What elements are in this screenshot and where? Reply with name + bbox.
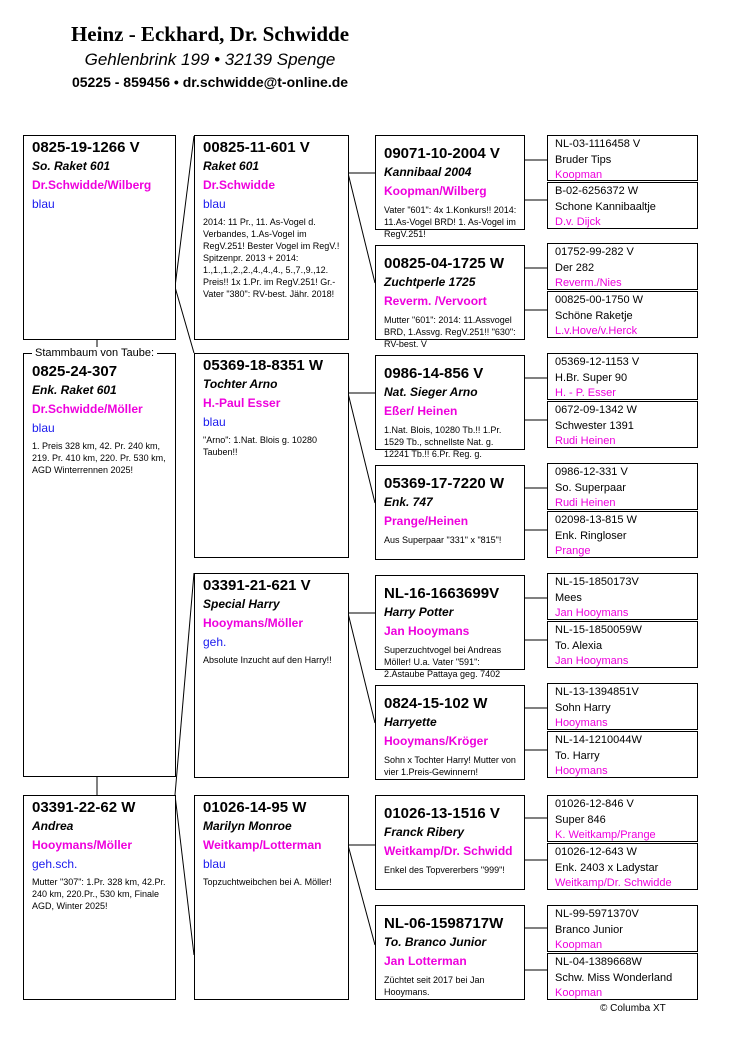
great-grandparent-card: [375, 685, 525, 780]
pigeon-name: Enk. Ringloser: [555, 530, 627, 542]
notes: "Arno": 1.Nat. Blois g. 10280 Tauben!!: [203, 435, 317, 457]
pigeon-name: Bruder Tips: [555, 154, 612, 166]
pigeon-name: Tochter Arno: [203, 377, 278, 391]
breeder: Prange: [555, 545, 591, 557]
ancestor-card: [547, 795, 698, 842]
notes: Mutter "601": 2014: 11.Assvogel BRD, 1.Assvg. RegV.251!! "630": RV-best. V: [384, 315, 516, 349]
ring-number: NL-15-1850173V: [555, 576, 639, 588]
breeder: Rudi Heinen: [555, 497, 616, 509]
ring-number: 00825-04-1725 W: [384, 255, 505, 272]
notes: Topzuchtweibchen bei A. Möller!: [203, 877, 332, 887]
breeder: Eßer/ Heinen: [384, 404, 458, 418]
pigeon-name: Mees: [555, 592, 582, 604]
sire-card: [23, 135, 176, 340]
breeder: Hooymans/Möller: [203, 616, 304, 630]
owner-address: Gehlenbrink 199 • 32139 Spenge: [84, 50, 336, 69]
ring-number: B-02-6256372 W: [555, 185, 639, 197]
ancestor-card: [547, 953, 698, 1000]
ring-number: NL-04-1389668W: [555, 956, 642, 968]
notes: Superzuchtvogel bei Andreas Möller! U.a. Vater "591": 2.Astaube Pattaya geg. 7402: [384, 645, 502, 679]
pigeon-name: Special Harry: [203, 597, 280, 611]
ancestor-card: [547, 182, 698, 229]
pedigree-legend: Stammbaum von Taube:: [32, 347, 157, 359]
ring-number: NL-06-1598717W: [384, 915, 504, 932]
notes: Mutter "307": 1.Pr. 328 km, 42.Pr. 240 km, 220.Pr., 530 km, Finale AGD, Winter 2025!: [32, 877, 166, 911]
ring-number: 02098-13-815 W: [555, 514, 637, 526]
great-grandparent-card: [375, 795, 525, 890]
ring-number: 0986-12-331 V: [555, 466, 628, 478]
pigeon-name: Harry Potter: [384, 605, 454, 619]
color: geh.sch.: [32, 857, 78, 871]
pigeon-name: Super 846: [555, 814, 606, 826]
pigeon-name: Raket 601: [203, 159, 260, 173]
pigeon-name: Schöne Raketje: [555, 310, 633, 322]
breeder: Weitkamp/Lotterman: [203, 838, 322, 852]
breeder: Prange/Heinen: [384, 514, 469, 528]
pigeon-name: Zuchtperle 1725: [384, 275, 476, 289]
breeder: Koopman: [555, 987, 603, 999]
breeder: Hooymans: [555, 717, 608, 729]
color: blau: [203, 857, 226, 871]
ring-number: 0986-14-856 V: [384, 365, 484, 382]
ring-number: 00825-11-601 V: [203, 139, 310, 156]
ring-number: 0672-09-1342 W: [555, 404, 637, 416]
pigeon-name: Schone Kannibaaltje: [555, 201, 656, 213]
ring-number: NL-03-1116458 V: [555, 138, 641, 150]
pigeon-name: Nat. Sieger Arno: [384, 385, 478, 399]
pigeon-name: So. Superpaar: [555, 482, 626, 494]
breeder: Jan Hooymans: [555, 655, 629, 667]
notes: 1. Preis 328 km, 42. Pr. 240 km, 219. Pr. 410 km, 220. Pr. 530 km, AGD Winterrennen 2025!: [32, 441, 166, 475]
ring-number: 01026-14-95 W: [203, 799, 307, 816]
ring-number: NL-99-5971370V: [555, 908, 639, 920]
color: geh.: [203, 635, 227, 649]
ring-number: 03391-22-62 W: [32, 799, 136, 816]
breeder: L.v.Hove/v.Herck: [555, 325, 638, 337]
breeder: Dr.Schwidde/Möller: [32, 402, 143, 416]
pigeon-name: Andrea: [32, 819, 74, 833]
ring-number: 03391-21-621 V: [203, 577, 311, 594]
ring-number: NL-16-1663699V: [384, 585, 500, 602]
color: blau: [203, 415, 226, 429]
pigeon-name: Schwester 1391: [555, 420, 634, 432]
ring-number: 01026-12-643 W: [555, 846, 637, 858]
pigeon-name: So. Raket 601: [32, 159, 111, 173]
ring-number: 09071-10-2004 V: [384, 145, 500, 162]
color: blau: [32, 421, 55, 435]
notes: Züchtet seit 2017 bei Jan Hooymans.: [384, 975, 485, 997]
breeder: Hooymans: [555, 765, 608, 777]
pigeon-name: To. Branco Junior: [384, 935, 487, 949]
breeder: Dr.Schwidde: [203, 178, 276, 192]
breeder: Weitkamp/Dr. Schwidde: [555, 877, 672, 889]
notes: 1.Nat. Blois, 10280 Tb.!! 1.Pr. 1529 Tb., schnellste Nat. g. 12241 Tb.!! 6.Pr. Reg. g.: [384, 425, 502, 459]
grandparent-card: [194, 573, 349, 778]
breeder: Hooymans/Kröger: [384, 734, 489, 748]
pigeon-name: Schw. Miss Wonderland: [555, 972, 673, 984]
pigeon-name: Kannibaal 2004: [384, 165, 472, 179]
owner-contact: 05225 - 859456 • dr.schwidde@t-online.de: [71, 74, 349, 90]
ring-number: 01026-13-1516 V: [384, 805, 500, 822]
ancestor-card: [547, 843, 698, 890]
breeder: Weitkamp/Dr. Schwidd: [384, 844, 513, 858]
great-grandparent-card: [375, 465, 525, 560]
ring-number: NL-15-1850059W: [555, 624, 642, 636]
breeder: D.v. Dijck: [555, 216, 601, 228]
pigeon-name: Branco Junior: [555, 924, 623, 936]
owner-name: Heinz - Eckhard, Dr. Schwidde: [70, 22, 350, 46]
grandparent-card: [194, 353, 349, 558]
great-grandparent-card: [375, 245, 525, 349]
great-grandparent-card: [375, 905, 525, 1000]
dam-card: [23, 795, 176, 1000]
copyright: © Columba XT: [600, 1003, 666, 1014]
subject-card: [23, 353, 176, 777]
pigeon-name: Enk. 747: [384, 495, 433, 509]
ring-number: 05369-17-7220 W: [384, 475, 505, 492]
ring-number: 05369-12-1153 V: [555, 356, 640, 368]
ring-number: 05369-18-8351 W: [203, 357, 324, 374]
breeder: Koopman: [555, 939, 603, 951]
pigeon-name: Enk. Raket 601: [32, 383, 117, 397]
ring-number: 0824-15-102 W: [384, 695, 488, 712]
ring-number: NL-14-1210044W: [555, 734, 642, 746]
ancestor-card: [547, 573, 698, 620]
breeder: Rudi Heinen: [555, 435, 616, 447]
ring-number: 01026-12-846 V: [555, 798, 634, 810]
breeder: Reverm./Nies: [555, 277, 622, 289]
color: blau: [32, 197, 55, 211]
color: blau: [203, 197, 226, 211]
pigeon-name: To. Harry: [555, 750, 600, 762]
notes: 2014: 11 Pr., 11. As-Vogel d. Verbandes, 1.As-Vogel im RegV.251! Bester Vogel im RegV.! Spitzenpr. 2013 + 2014: 1.,1.,1.,2.,2.,4.,4.,4., 5.,7.,9.,12. Preis!! 1x 1.Pr. im RegV.251! Gr.-Vater "380": RV-best. Jähr. 2018!: [203, 217, 340, 299]
pigeon-name: To. Alexia: [555, 640, 603, 652]
ring-number: 01752-99-282 V: [555, 246, 634, 258]
breeder: Koopman/Wilberg: [384, 184, 487, 198]
ancestor-card: [547, 463, 698, 510]
ancestor-card: [547, 353, 698, 400]
ancestor-card: [547, 621, 698, 668]
grandparent-card: [194, 795, 349, 1000]
breeder: Jan Hooymans: [384, 624, 470, 638]
breeder: Dr.Schwidde/Wilberg: [32, 178, 152, 192]
ancestor-card: [547, 905, 698, 952]
pigeon-name: Der 282: [555, 262, 595, 274]
breeder: H.-Paul Esser: [203, 396, 281, 410]
ancestor-card: [547, 243, 698, 290]
ring-number: 0825-24-307: [32, 363, 118, 380]
breeder: Reverm. /Vervoort: [384, 294, 487, 308]
great-grandparent-card: [375, 135, 525, 239]
ring-number: 00825-00-1750 W: [555, 294, 644, 306]
ancestor-card: [547, 683, 698, 730]
breeder: Jan Lotterman: [384, 954, 467, 968]
pigeon-name: Marilyn Monroe: [203, 819, 292, 833]
ring-number: 0825-19-1266 V: [32, 139, 140, 156]
ancestor-card: [547, 135, 698, 181]
notes: Sohn x Tochter Harry! Mutter von vier 1.Preis-Gewinnern!: [384, 755, 516, 777]
great-grandparent-card: [375, 355, 525, 459]
ancestor-card: [547, 731, 698, 778]
breeder: Koopman: [555, 169, 603, 181]
breeder: K. Weitkamp/Prange: [555, 829, 656, 841]
pigeon-name: H.Br. Super 90: [555, 372, 628, 384]
pigeon-name: Enk. 2403 x Ladystar: [555, 862, 659, 874]
notes: Aus Superpaar "331" x "815"!: [384, 535, 502, 545]
ancestor-card: [547, 511, 698, 558]
grandparent-card: [194, 135, 349, 340]
great-grandparent-card: [375, 575, 525, 679]
breeder: Hooymans/Möller: [32, 838, 133, 852]
breeder: Jan Hooymans: [555, 607, 629, 619]
ancestor-card: [547, 401, 698, 448]
breeder: H. - P. Esser: [555, 387, 616, 399]
ancestor-card: [547, 291, 698, 338]
ring-number: NL-13-1394851V: [555, 686, 639, 698]
pigeon-name: Sohn Harry: [555, 702, 611, 714]
notes: Enkel des Topvererbers "999"!: [384, 865, 505, 875]
notes: Absolute Inzucht auf den Harry!!: [203, 655, 332, 665]
pigeon-name: Harryette: [384, 715, 437, 729]
pigeon-name: Franck Ribery: [384, 825, 465, 839]
notes: Vater "601": 4x 1.Konkurs!! 2014: 11.As-Vogel BRD! 1. As-Vogel im RegV.251!: [384, 205, 517, 239]
